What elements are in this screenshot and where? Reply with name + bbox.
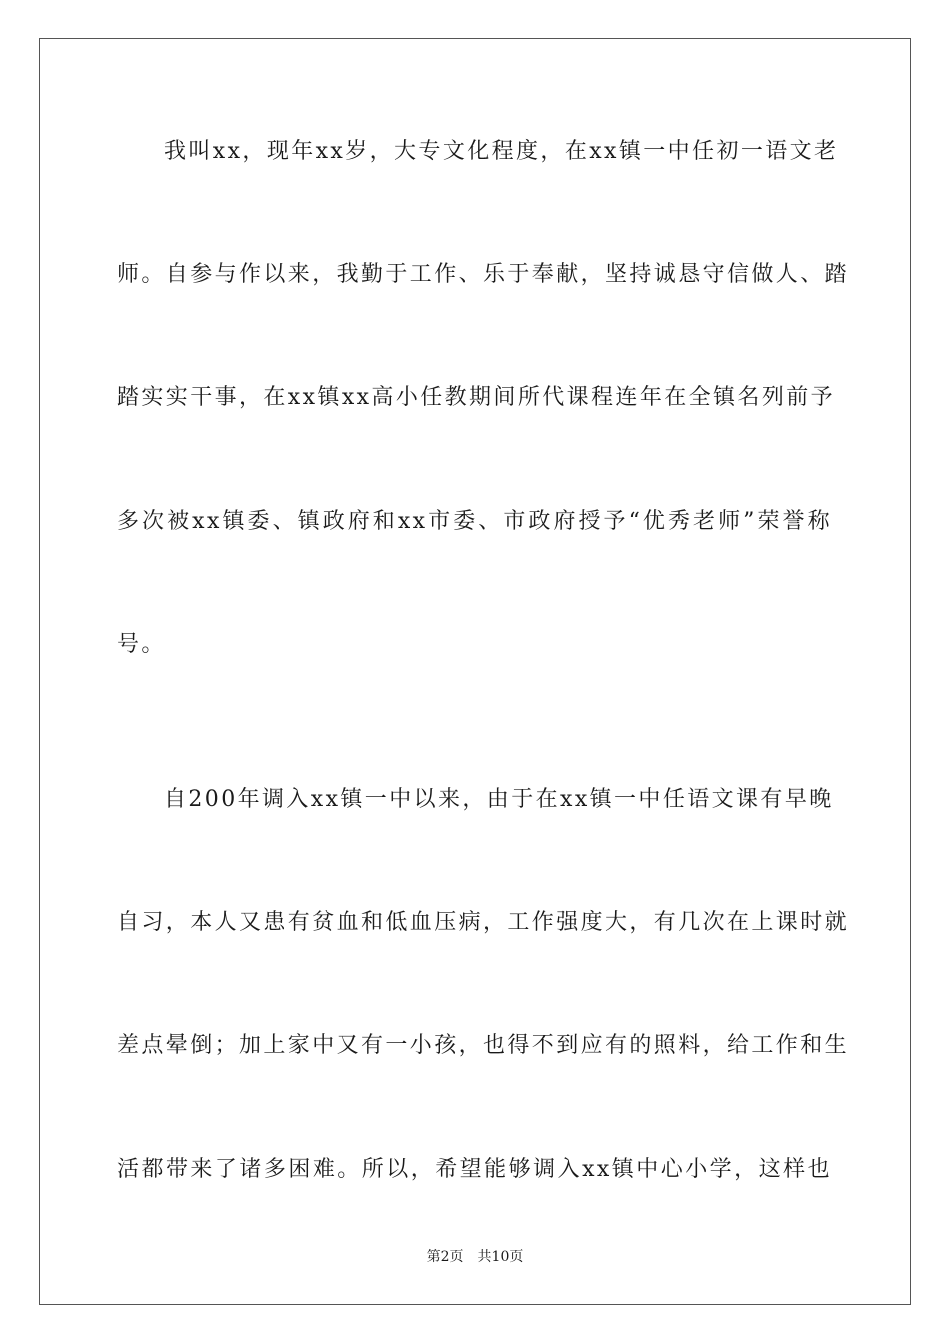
- paragraph-1-line-5: 号。: [117, 632, 166, 657]
- paragraph-1-line-2: 师。自参与作以来，我勤于工作、乐于奉献，坚持诚恳守信做人、踏: [117, 262, 850, 287]
- page-number: 第2页: [426, 1249, 464, 1265]
- paragraph-1-line-4: 多次被xx镇委、镇政府和xx市委、市政府授予“优秀老师”荣誉称: [117, 509, 832, 534]
- paragraph-1-line-1: 我叫xx，现年xx岁，大专文化程度，在xx镇一中任初一语文老: [164, 139, 839, 164]
- page-border: [39, 38, 911, 1305]
- paragraph-2-line-1: 自200年调入xx镇一中以来，由于在xx镇一中任语文课有早晚: [164, 787, 834, 812]
- page-footer: [0, 1248, 950, 1266]
- paragraph-2-line-3: 差点晕倒；加上家中又有一小孩，也得不到应有的照料，给工作和生: [117, 1033, 850, 1058]
- paragraph-2-line-4: 活都带来了诸多困难。所以，希望能够调入xx镇中心小学，这样也: [117, 1157, 832, 1182]
- paragraph-2-line-2: 自习，本人又患有贫血和低血压病，工作强度大，有几次在上课时就: [117, 910, 850, 935]
- paragraph-1-line-3: 踏实实干事，在xx镇xx高小任教期间所代课程连年在全镇名列前予: [117, 385, 836, 410]
- page-total: 共10页: [477, 1249, 524, 1265]
